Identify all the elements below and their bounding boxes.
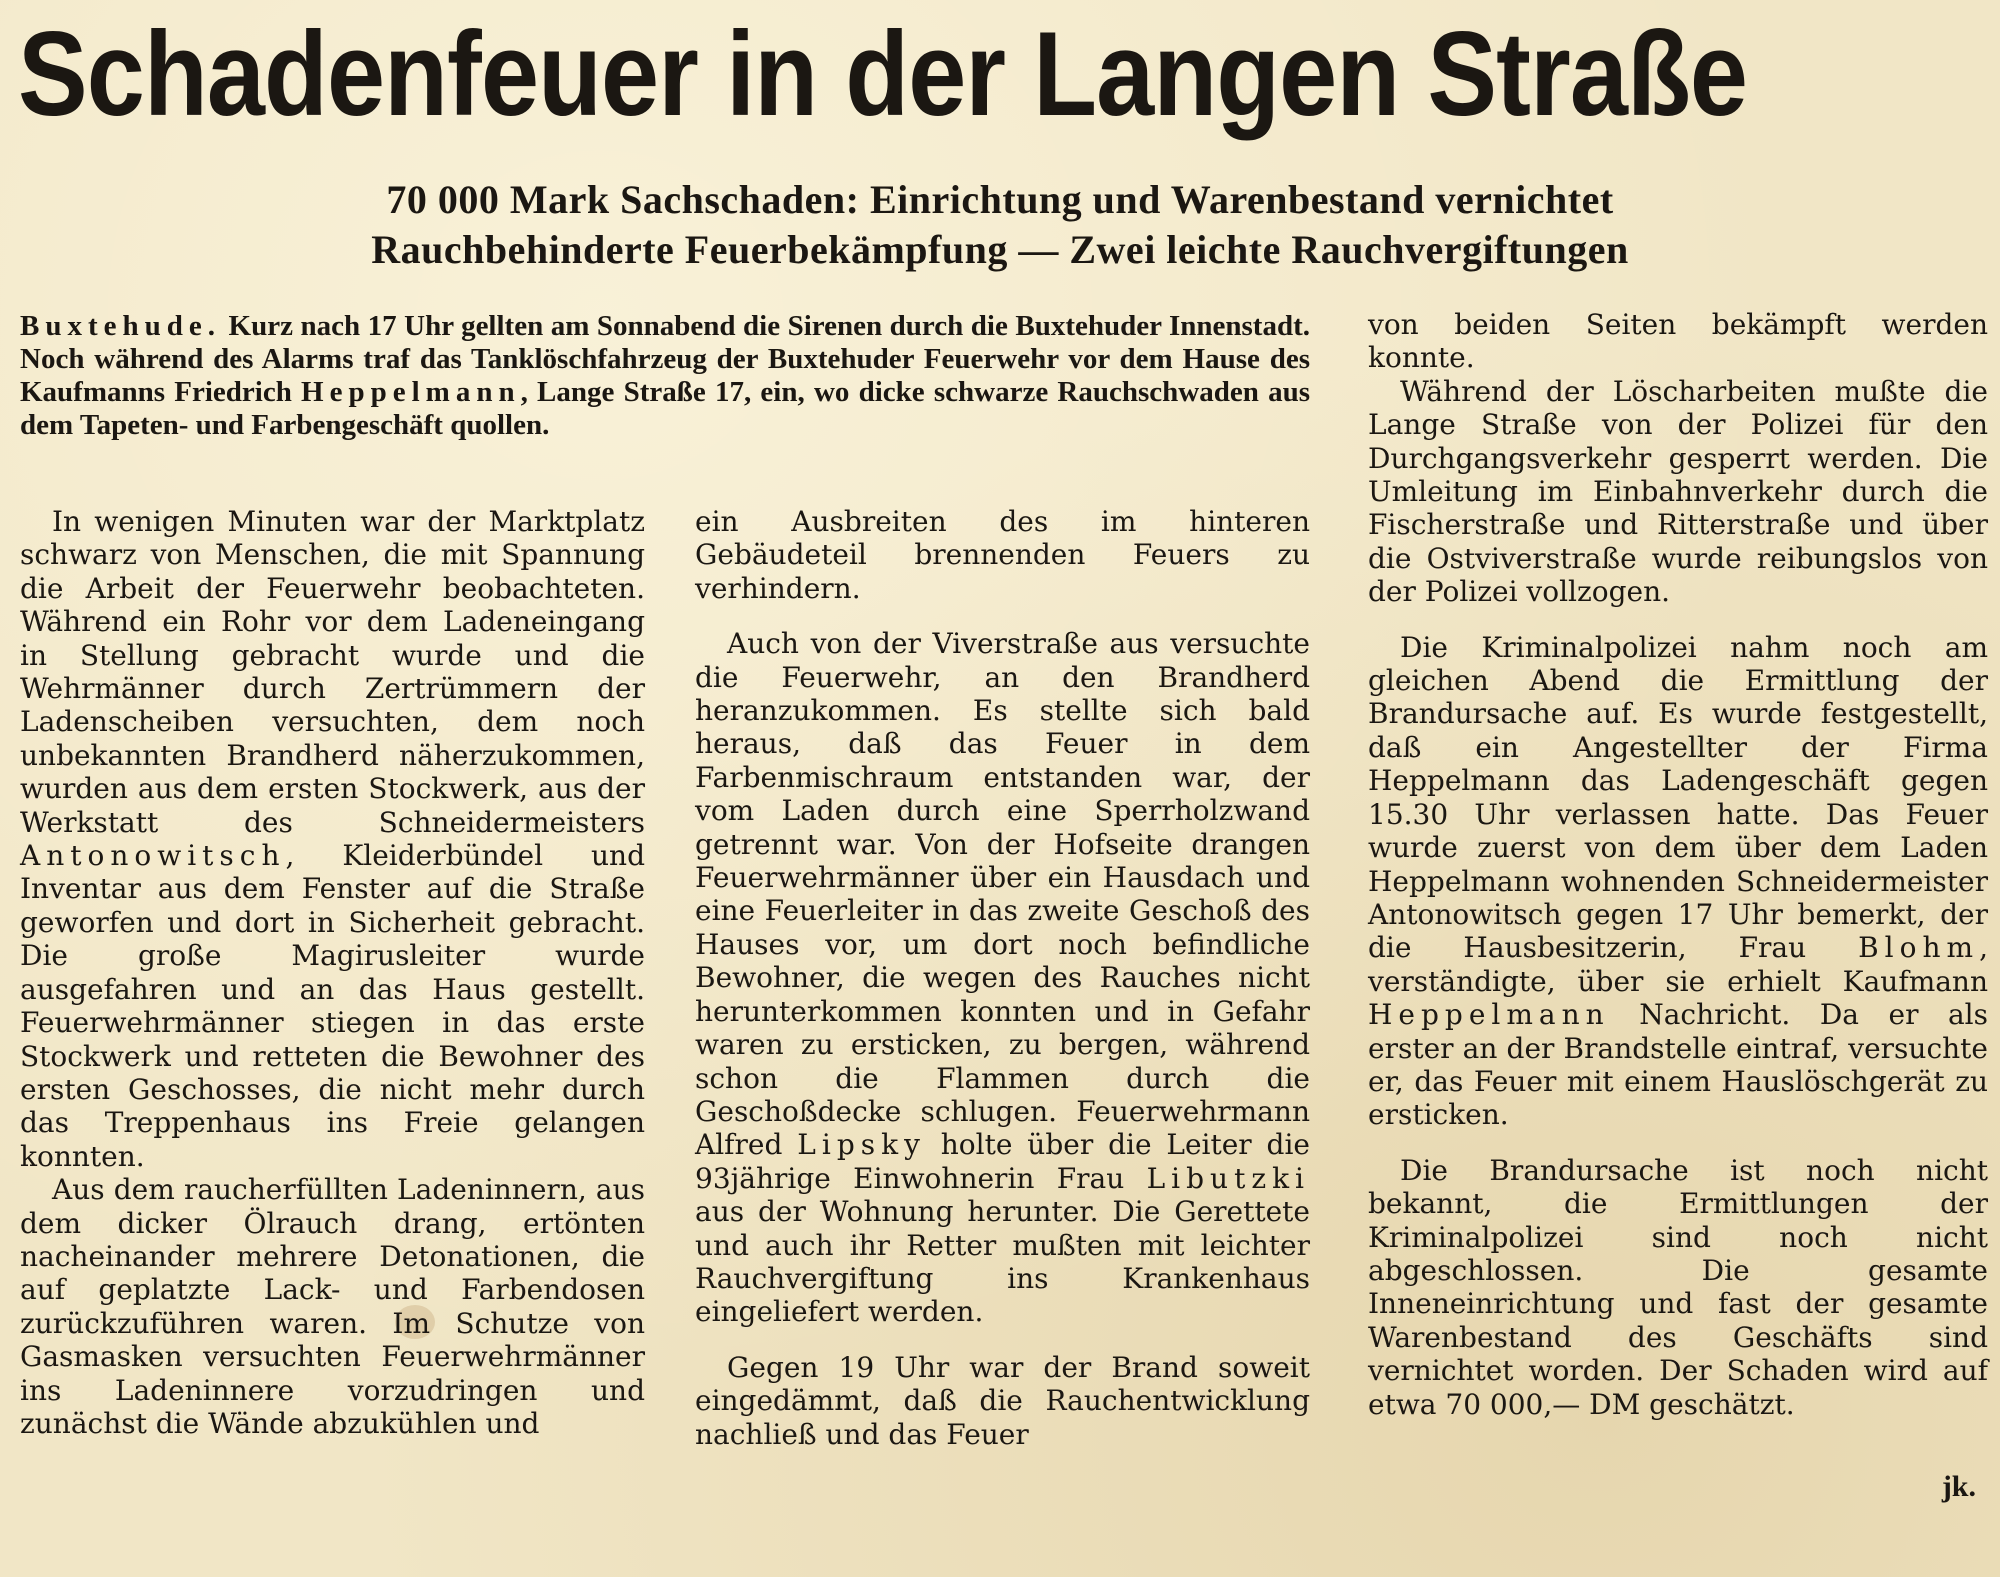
paragraph: Gegen 19 Uhr war der Brand soweit eingedämmt, daß die Rauchentwicklung nachließ und das Feuer	[695, 1350, 1310, 1451]
subheadline-1: 70 000 Mark Sachschaden: Einrichtung und Warenbestand vernichtet	[386, 177, 1614, 222]
text-run: aus der Wohnung herunter. Die Gerettete und auch ihr Retter mußten mit leichter Rauchvergiftung ins Krankenhaus eingeliefert werden.	[695, 1195, 1310, 1329]
column-1	[20, 505, 645, 1440]
column-2	[695, 505, 1310, 1451]
person-name: Lipsky	[797, 1128, 926, 1162]
paragraph: ein Ausbreiten des im hinteren Gebäudeteil brennenden Feuers zu verhindern.	[695, 505, 1310, 605]
column-3	[1368, 308, 1988, 1421]
lead-paragraph	[20, 310, 1310, 442]
paragraph: Die Brandursache ist noch nicht bekannt, die Ermittlungen der Kriminalpolizei sind noch nicht abgeschlossen. Die gesamte Inneneinrichtung und fast der gesamte Warenbestand des Geschäfts sind vernichtet worden. Der Schaden wird auf etwa 70 000,— DM geschätzt.	[1368, 1153, 1988, 1421]
person-name: Blohm	[1858, 931, 1980, 965]
person-name: Libutzki	[1146, 1161, 1310, 1195]
paragraph	[20, 505, 645, 1173]
dateline: Buxtehude.	[20, 310, 222, 342]
text-run: Die Kriminalpolizei nahm noch am gleichen Abend die Ermittlung der Brandursache auf. Es wurde festgestellt, daß ein Angestellter der Firma Heppelmann das Ladengeschäft gegen 15.30 Uhr verlassen hatte. Das Feuer wurde zuerst von dem über dem Laden Heppelmann wohnenden Schneidermeister Antonowitsch gegen 17 Uhr bemerkt, der die Hausbesitzerin, Frau	[1368, 630, 1988, 965]
author-signature: jk.	[1941, 1470, 1976, 1503]
text-run: , Kleiderbündel und Inventar aus dem Fenster auf die Straße geworfen und dort in Sicherheit gebracht. Die große Magirusleiter wurde ausgefahren und an das Haus gestellt. Feuerwehrmänner stiegen in das erste Stockwerk und retteten die Bewohner des ersten Geschosses, die nicht mehr durch das Treppenhaus ins Freie gelangen konnten.	[20, 839, 645, 1173]
person-name: Heppelmann	[1368, 998, 1610, 1032]
paragraph: von beiden Seiten bekämpft werden konnte.	[1368, 308, 1988, 375]
paragraph	[1368, 631, 1988, 1132]
subheadline-2: Rauchbehinderte Feuerbekämpfung — Zwei leichte Rauchvergiftungen	[371, 227, 1629, 272]
lead-name: Heppelmann	[301, 376, 521, 408]
paragraph: Aus dem raucherfüllten Ladeninnern, aus dem dicker Ölrauch drang, ertönten nacheinander mehrere Detonationen, die auf geplatzte Lack- und Farbendosen zurückzuführen waren. Im Schutze von Gasmasken versuchten Feuerwehrmänner ins Ladeninnere vorzudringen und zunächst die Wände abzukühlen und	[20, 1173, 645, 1440]
text-run: Nachricht. Da er als erster an der Brandstelle eintraf, versuchte er, das Feuer mit einem Hauslöschgerät zu ersticken.	[1368, 998, 1988, 1132]
text-run: In wenigen Minuten war der Marktplatz schwarz von Menschen, die mit Spannung die Arbeit der Feuerwehr beobachteten. Während ein Rohr vor dem Ladeneingang in Stellung gebracht wurde und die Wehrmänner durch Zertrümmern der Ladenscheiben versuchten, dem noch unbekannten Brandherd näherzukommen, wurden aus dem ersten Stockwerk, aus der Werkstatt des Schneidermeisters	[20, 505, 645, 839]
lead-text-b: , Lange Straße 17, ein, wo dicke schwarze Rauchschwaden aus dem Tapeten- und Farbengeschäft quollen.	[20, 376, 1310, 441]
headline: Schadenfeuer in der Langen Straße	[18, 7, 1748, 141]
person-name: Antonowitsch	[20, 839, 286, 873]
text-run: , verständigte, über sie erhielt Kaufmann	[1368, 931, 1988, 998]
text-run: Auch von der Viverstraße aus versuchte die Feuerwehr, an den Brandherd heranzukommen. Es stellte sich bald heraus, daß das Feuer in dem Farbenmischraum entstanden war, der vom Laden durch eine Sperrholzwand getrennt war. Von der Hofseite drangen Feuerwehrmänner über ein Hausdach und eine Feuerleiter in das zweite Geschoß des Hauses vor, um dort noch befindliche Bewohner, die wegen des Rauches nicht herunterkommen konnten und in Gefahr waren zu ersticken, zu bergen, während schon die Flammen durch die Geschoßdecke schlugen. Feuerwehrmann Alfred	[695, 627, 1310, 1162]
text-run: holte über die Leiter die 93jährige Einwohnerin Frau	[695, 1128, 1310, 1195]
paragraph: Während der Löscharbeiten mußte die Lange Straße von der Polizei für den Durchgangsverkehr gesperrt werden. Die Umleitung im Einbahnverkehr durch die Fischerstraße und Ritterstraße und über die Ostviverstraße wurde reibungslos von der Polizei vollzogen.	[1368, 374, 1988, 609]
lead-text-a: Kurz nach 17 Uhr gellten am Sonnabend die Sirenen durch die Buxtehuder Innenstadt. Noch während des Alarms traf das Tanklöschfahrzeug der Buxtehuder Feuerwehr vor dem Hause des Kaufmanns Friedrich	[20, 310, 1310, 408]
paragraph	[695, 627, 1310, 1329]
